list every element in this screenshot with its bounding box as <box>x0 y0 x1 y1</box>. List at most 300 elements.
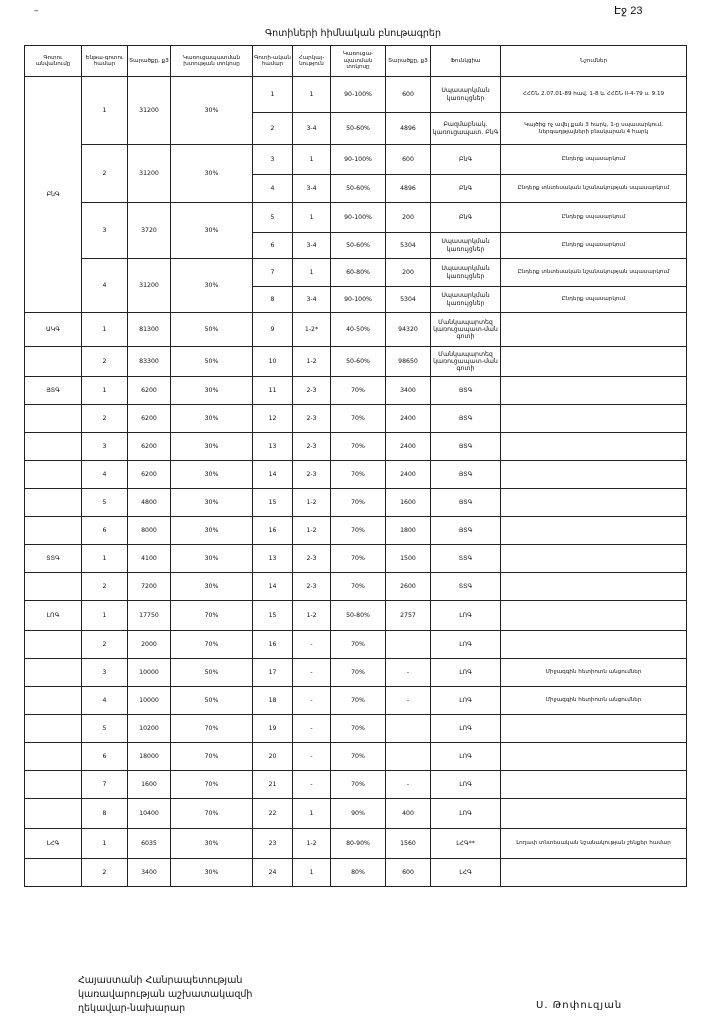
table-row <box>25 377 687 405</box>
table-cell <box>386 631 431 659</box>
table-cell: 20 <box>253 743 293 771</box>
table-cell: 1 <box>82 829 128 859</box>
table-cell: ԲնԳ <box>431 203 501 233</box>
table-cell: 2 <box>82 145 128 203</box>
table-cell: 17 <box>253 659 293 687</box>
table-cell: 5304 <box>386 233 431 259</box>
table-cell: Սպասարկման կառույցներ <box>431 233 501 259</box>
table-cell: ԼՈԳ <box>431 799 501 829</box>
table-cell: 50-60% <box>331 175 386 203</box>
table-cell: 31200 <box>128 259 171 313</box>
header-cell: Տարածքը, ք3 <box>128 46 171 77</box>
table-cell: 3 <box>82 203 128 259</box>
table-cell: 3 <box>82 433 128 461</box>
table-cell: 70% <box>171 799 253 829</box>
table-cell: ԼՈԳ <box>431 601 501 631</box>
table-row <box>25 859 687 887</box>
table-cell: 1500 <box>386 545 431 573</box>
header-cell: Կառուցապատման խտության տոկոսը <box>171 46 253 77</box>
table-row <box>25 545 687 573</box>
table-cell: 70% <box>331 743 386 771</box>
table-cell: 4 <box>82 687 128 715</box>
table-cell: 3 <box>82 659 128 687</box>
table-cell: 2-3 <box>293 405 331 433</box>
table-cell: 19 <box>253 715 293 743</box>
table-cell <box>25 631 82 659</box>
table-cell: 70% <box>331 545 386 573</box>
table-cell: 4800 <box>128 489 171 517</box>
table-cell <box>501 545 687 573</box>
table-cell: 30% <box>171 145 253 203</box>
table-cell: 1 <box>293 859 331 887</box>
table-cell: 2 <box>253 113 293 145</box>
table-cell: - <box>293 687 331 715</box>
table-cell: 3-4 <box>293 113 331 145</box>
table-cell: 70% <box>331 433 386 461</box>
table-row <box>25 715 687 743</box>
table-cell: 50-60% <box>331 233 386 259</box>
table-cell: 90-100% <box>331 287 386 313</box>
table-cell: 8 <box>82 799 128 829</box>
table-cell: 30% <box>171 573 253 601</box>
table-cell: 30% <box>171 461 253 489</box>
table-cell: 2 <box>82 631 128 659</box>
table-cell: 5 <box>82 489 128 517</box>
table-cell: Միջազգին հետիոտն անցումներ <box>501 659 687 687</box>
header-cell: Նշումներ <box>501 46 687 77</box>
table-cell: Ընդերք տնտեսական նշանակության սպասարկում <box>501 259 687 287</box>
table-cell: 2-3 <box>293 461 331 489</box>
table-row <box>25 405 687 433</box>
table-cell: 30% <box>171 203 253 259</box>
table-cell: 70% <box>171 601 253 631</box>
table-cell: ԲնԳ <box>431 175 501 203</box>
table-cell: 3720 <box>128 203 171 259</box>
table-cell: 6200 <box>128 461 171 489</box>
table-cell: 2-3 <box>293 377 331 405</box>
table-cell <box>501 433 687 461</box>
table-cell: 2757 <box>386 601 431 631</box>
table-cell: 30% <box>171 259 253 313</box>
table-row <box>25 743 687 771</box>
table-cell: 1 <box>82 313 128 347</box>
table-cell: 2 <box>82 347 128 377</box>
table-cell: 90% <box>331 799 386 829</box>
table-cell: 4896 <box>386 175 431 203</box>
footer-line: Հայաստանի Հանրապետության <box>78 975 243 986</box>
table-cell: 1-2 <box>293 347 331 377</box>
table-cell: 15 <box>253 601 293 631</box>
table-cell: - <box>386 771 431 799</box>
table-cell: 21 <box>253 771 293 799</box>
table-cell: 18000 <box>128 743 171 771</box>
table-cell: ԼՀԳ <box>25 829 82 859</box>
table-cell: - <box>293 715 331 743</box>
table-cell: Կայծից ոչ ավել քան 3 հարկ, 1-ը սպասարկում, ներգաղթյալների բնակարան 4 հարկ <box>501 113 687 145</box>
table-cell: 80% <box>331 859 386 887</box>
header-cell: Գոտու անվանումը <box>25 46 82 77</box>
table-row <box>25 799 687 829</box>
table-row <box>25 771 687 799</box>
table-cell: Բազմաբնակ. կառուցապատ. ԲնԳ <box>431 113 501 145</box>
table-cell: 70% <box>331 771 386 799</box>
table-cell: 12 <box>253 405 293 433</box>
table-row <box>25 517 687 545</box>
table-cell: Սպասարկման կառույցներ <box>431 287 501 313</box>
table-cell: 1560 <box>386 829 431 859</box>
table-cell <box>501 517 687 545</box>
table-cell: 1-2 <box>293 829 331 859</box>
table-row <box>25 659 687 687</box>
table-cell: 40-50% <box>331 313 386 347</box>
table-cell: 90-100% <box>331 77 386 113</box>
table-cell: 1-2 <box>293 601 331 631</box>
table-cell: 9 <box>253 313 293 347</box>
table-cell: 70% <box>331 489 386 517</box>
table-cell: 70% <box>331 687 386 715</box>
table-cell: 3400 <box>128 859 171 887</box>
table-cell: 18 <box>253 687 293 715</box>
table-cell: 50-60% <box>331 113 386 145</box>
table-cell: 30% <box>171 829 253 859</box>
table-cell: 90-100% <box>331 203 386 233</box>
table-cell: 15 <box>253 489 293 517</box>
table-cell: 70% <box>331 659 386 687</box>
table-cell: 31200 <box>128 145 171 203</box>
table-row <box>25 145 687 175</box>
table-cell: ՅՏԳ <box>25 377 82 405</box>
table-cell: 6 <box>82 517 128 545</box>
table-cell: 50-80% <box>331 601 386 631</box>
table-cell: 2 <box>82 859 128 887</box>
table-cell: 17750 <box>128 601 171 631</box>
table-cell: Սպասարկման կառույցներ <box>431 259 501 287</box>
table-cell <box>25 687 82 715</box>
table-cell: ԲնԳ <box>431 145 501 175</box>
table-cell: 3 <box>253 145 293 175</box>
table-cell: 6200 <box>128 377 171 405</box>
zones-table <box>24 45 687 887</box>
table-cell: 22 <box>253 799 293 829</box>
table-cell: Ընդերք սպասարկում <box>501 287 687 313</box>
table-cell: 11 <box>253 377 293 405</box>
table-cell: 1 <box>82 77 128 145</box>
header-cell: Կառուցա-պատման տոկոսը <box>331 46 386 77</box>
table-cell: 2-3 <box>293 545 331 573</box>
table-row <box>25 259 687 287</box>
table-cell <box>501 601 687 631</box>
table-cell <box>25 517 82 545</box>
header-cell: Ֆունկցիա <box>431 46 501 77</box>
table-cell: 14 <box>253 461 293 489</box>
table-cell: 1 <box>82 545 128 573</box>
header-cell: Գոտի-ական համար <box>253 46 293 77</box>
table-cell <box>501 347 687 377</box>
table-cell: - <box>293 771 331 799</box>
table-cell: 30% <box>171 405 253 433</box>
table-cell: 1 <box>293 799 331 829</box>
table-cell: 30% <box>171 433 253 461</box>
table-cell: 4 <box>82 259 128 313</box>
table-cell <box>501 377 687 405</box>
zone-name-cell: ԲնԳ <box>25 77 82 313</box>
table-cell: Միջազգին հետիոտն անցումներ <box>501 687 687 715</box>
table-cell: 2600 <box>386 573 431 601</box>
table-cell: 200 <box>386 203 431 233</box>
table-cell: 8000 <box>128 517 171 545</box>
table-cell: 3-4 <box>293 287 331 313</box>
table-cell: 6200 <box>128 405 171 433</box>
signatory-title <box>78 974 252 1016</box>
table-cell: 2400 <box>386 405 431 433</box>
table-cell: Մանկապարտեզ կառուցապատ-ման գոտի <box>431 313 501 347</box>
table-cell: Մանկապարտեզ կառուցապատ-ման գոտի <box>431 347 501 377</box>
table-cell: 30% <box>171 77 253 145</box>
table-cell: 60-80% <box>331 259 386 287</box>
table-cell: 2-3 <box>293 433 331 461</box>
table-cell: 400 <box>386 799 431 829</box>
table-cell: 50% <box>171 659 253 687</box>
table-cell: 6 <box>253 233 293 259</box>
table-row <box>25 77 687 113</box>
table-row <box>25 631 687 659</box>
table-cell: 1800 <box>386 517 431 545</box>
table-row <box>25 461 687 489</box>
table-cell <box>501 489 687 517</box>
table-row <box>25 687 687 715</box>
table-cell: 4896 <box>386 113 431 145</box>
table-cell: 14 <box>253 573 293 601</box>
table-cell: ՅՏԳ <box>431 405 501 433</box>
table-cell: 4 <box>82 461 128 489</box>
table-cell: 50% <box>171 313 253 347</box>
table-cell: 13 <box>253 433 293 461</box>
table-cell: 50% <box>171 347 253 377</box>
table-cell: 600 <box>386 859 431 887</box>
table-cell: - <box>386 659 431 687</box>
table-cell: - <box>293 631 331 659</box>
table-row <box>25 573 687 601</box>
table-cell: 1 <box>293 259 331 287</box>
table-cell: Սպասարկման կառույցներ <box>431 77 501 113</box>
table-cell: ԱԿԳ <box>25 313 82 347</box>
table-cell: ՏՏԳ <box>431 573 501 601</box>
table-cell: 1-2 <box>293 489 331 517</box>
table-cell: ՀՀՇՆ 2.07.01-89 հավ. 1-8 և ՀՀՇՆ II-4-79 ս. 9.19 <box>501 77 687 113</box>
table-cell: 200 <box>386 259 431 287</box>
table-cell: ԼՈԳ <box>431 631 501 659</box>
signature-name: Ս. Թոփուզյան <box>536 1000 623 1011</box>
table-cell: ԼՈԳ <box>431 687 501 715</box>
table-cell <box>25 799 82 829</box>
table-cell: - <box>386 687 431 715</box>
table-cell: 24 <box>253 859 293 887</box>
table-cell: 2 <box>82 573 128 601</box>
table-cell: 1 <box>293 203 331 233</box>
table-cell <box>25 347 82 377</box>
table-cell: 1-2 <box>293 517 331 545</box>
table-cell: 70% <box>331 631 386 659</box>
table-row <box>25 347 687 377</box>
table-row <box>25 601 687 631</box>
table-cell: Լողափ տնտեսական նշանակության շենքեր համար <box>501 829 687 859</box>
table-cell: - <box>293 743 331 771</box>
table-cell <box>25 715 82 743</box>
table-cell: 2-3 <box>293 573 331 601</box>
footer-line: ղեկավար-նախարար <box>78 1003 186 1014</box>
table-cell: ՏՏԳ <box>25 545 82 573</box>
table-header-row <box>25 46 687 77</box>
table-cell: 13 <box>253 545 293 573</box>
table-cell: Ընդերք սպասարկում <box>501 203 687 233</box>
table-cell: 70% <box>331 377 386 405</box>
table-cell: 3400 <box>386 377 431 405</box>
table-cell: 70% <box>331 517 386 545</box>
table-cell <box>501 743 687 771</box>
table-cell: 2400 <box>386 461 431 489</box>
table-cell <box>501 631 687 659</box>
table-cell <box>501 461 687 489</box>
table-cell <box>501 313 687 347</box>
table-cell <box>25 489 82 517</box>
table-cell: ԼՈԳ <box>431 771 501 799</box>
table-cell: ԼՈԳ <box>431 659 501 687</box>
table-cell: 30% <box>171 545 253 573</box>
table-cell: 50% <box>171 687 253 715</box>
table-cell: 6200 <box>128 433 171 461</box>
table-cell: 1 <box>293 145 331 175</box>
document-title: Գոտիների հիմնական բնութագրեր <box>265 28 441 39</box>
table-cell: 16 <box>253 631 293 659</box>
table-cell <box>25 659 82 687</box>
table-cell <box>501 799 687 829</box>
table-cell: 90-100% <box>331 145 386 175</box>
table-cell <box>25 859 82 887</box>
table-cell: 8 <box>253 287 293 313</box>
header-cell: Ենթա-գոտու համար <box>82 46 128 77</box>
table-cell: 10400 <box>128 799 171 829</box>
table-cell: ԼՀԳ** <box>431 829 501 859</box>
table-cell: 31200 <box>128 77 171 145</box>
table-cell <box>501 405 687 433</box>
table-cell: ՏՏԳ <box>431 545 501 573</box>
table-cell: 70% <box>331 573 386 601</box>
table-cell: 98650 <box>386 347 431 377</box>
table-cell <box>501 715 687 743</box>
table-cell: 6 <box>82 743 128 771</box>
table-cell: 10000 <box>128 659 171 687</box>
table-cell: 1 <box>253 77 293 113</box>
table-row <box>25 489 687 517</box>
table-cell: ՅՏԳ <box>431 461 501 489</box>
table-cell: 70% <box>171 771 253 799</box>
table-cell: Ընդերք սպասարկում <box>501 145 687 175</box>
table-cell: ԼՈԳ <box>431 715 501 743</box>
table-cell: 7 <box>82 771 128 799</box>
table-cell: 70% <box>331 715 386 743</box>
table-cell: 81300 <box>128 313 171 347</box>
table-cell: 70% <box>171 631 253 659</box>
table-cell: 80-90% <box>331 829 386 859</box>
table-cell: 600 <box>386 145 431 175</box>
table-cell: 5304 <box>386 287 431 313</box>
table-cell: 10 <box>253 347 293 377</box>
table-cell: 2000 <box>128 631 171 659</box>
table-cell <box>386 715 431 743</box>
corner-mark: – <box>34 6 39 16</box>
table-cell: Ընդերք սպասարկում <box>501 233 687 259</box>
table-cell: 70% <box>331 405 386 433</box>
table-cell: 6035 <box>128 829 171 859</box>
table-cell <box>25 405 82 433</box>
table-cell: 70% <box>171 715 253 743</box>
table-cell: 50-60% <box>331 347 386 377</box>
table-cell: 70% <box>331 461 386 489</box>
table-cell: 7 <box>253 259 293 287</box>
table-cell: - <box>293 659 331 687</box>
table-cell: 16 <box>253 517 293 545</box>
table-row <box>25 313 687 347</box>
table-cell: Ընդերք տնտեսական նշանակության սպասարկում <box>501 175 687 203</box>
table-cell: 4100 <box>128 545 171 573</box>
table-cell: 7200 <box>128 573 171 601</box>
table-cell: 1600 <box>386 489 431 517</box>
table-cell: 10200 <box>128 715 171 743</box>
table-cell: 1 <box>82 377 128 405</box>
table-cell: 70% <box>171 743 253 771</box>
table-cell <box>386 743 431 771</box>
table-cell: 23 <box>253 829 293 859</box>
table-cell <box>25 573 82 601</box>
table-cell: 2 <box>82 405 128 433</box>
table-row <box>25 203 687 233</box>
table-cell: 30% <box>171 517 253 545</box>
table-cell <box>25 743 82 771</box>
table-cell <box>25 771 82 799</box>
table-cell: 600 <box>386 77 431 113</box>
table-cell: 30% <box>171 489 253 517</box>
table-cell <box>25 461 82 489</box>
table-cell: ՅՏԳ <box>431 517 501 545</box>
table-cell: 1-2* <box>293 313 331 347</box>
table-cell: 94320 <box>386 313 431 347</box>
table-cell: ՅՏԳ <box>431 433 501 461</box>
header-cell: Տարածքը, ք3 <box>386 46 431 77</box>
table-cell: ՅՏԳ <box>431 489 501 517</box>
table-cell: 2400 <box>386 433 431 461</box>
page-number: Էջ 23 <box>614 5 643 17</box>
table-cell <box>501 771 687 799</box>
table-cell: ՅՏԳ <box>431 377 501 405</box>
table-cell: ԼՀԳ <box>431 859 501 887</box>
table-cell: 5 <box>253 203 293 233</box>
table-cell: 3-4 <box>293 233 331 259</box>
table-row <box>25 829 687 859</box>
table-cell: 1600 <box>128 771 171 799</box>
table-cell <box>25 433 82 461</box>
table-cell: ԼՈԳ <box>431 743 501 771</box>
table-cell: 30% <box>171 377 253 405</box>
footer-line: կառավարության աշխատակազմի <box>78 989 253 1000</box>
header-cell: Հարկայ-նություն <box>293 46 331 77</box>
table-cell: 4 <box>253 175 293 203</box>
table-cell <box>501 573 687 601</box>
table-cell: 3-4 <box>293 175 331 203</box>
table-cell: 10000 <box>128 687 171 715</box>
table-cell: ԼՈԳ <box>25 601 82 631</box>
table-cell <box>501 859 687 887</box>
table-row <box>25 433 687 461</box>
